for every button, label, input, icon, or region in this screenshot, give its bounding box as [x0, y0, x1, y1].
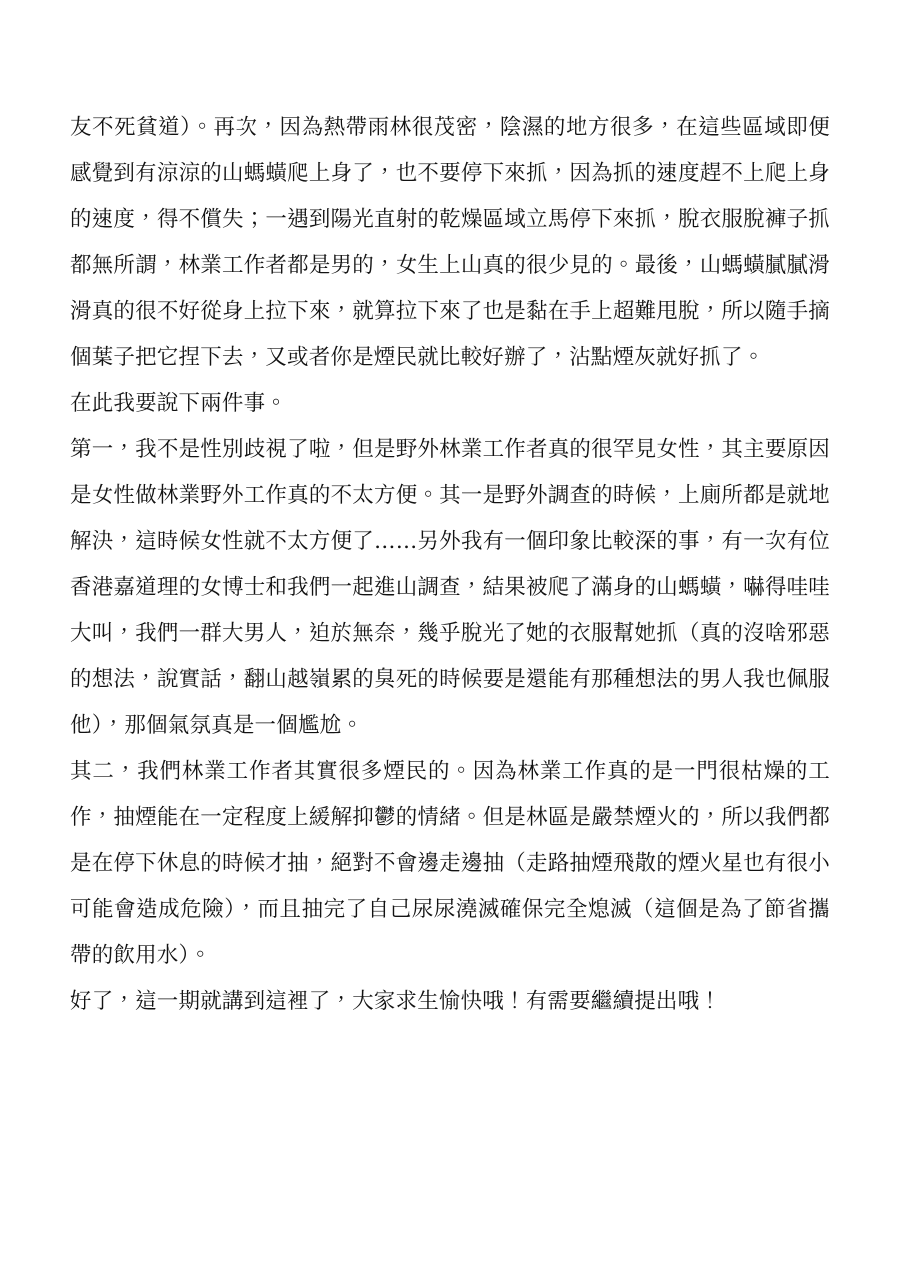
paragraph: 其二，我們林業工作者其實很多煙民的。因為林業工作真的是一門很枯燥的工作，抽煙能在一定程度上緩解抑鬱的情緒。但是林區是嚴禁煙火的，所以我們都是在停下休息的時候才抽，絕對不會邊走邊抽（走路抽煙飛散的煙火星也有很小可能會造成危險），而且抽完了自己尿尿澆滅確保完全熄滅（這個是為了節省攜帶的飲用水）。: [70, 759, 830, 968]
paragraph: 好了，這一期就講到這裡了，大家求生愉快哦！有需要繼續提出哦！: [70, 989, 722, 1014]
paragraph: 在此我要說下兩件事。: [70, 391, 288, 416]
paragraph: 第一，我不是性別歧視了啦，但是野外林業工作者真的很罕見女性，其主要原因是女性做林業野外工作真的不太方便。其一是野外調查的時候，上廁所都是就地解決，這時候女性就不太方便了……另外我有一個印象比較深的事，有一次有位香港嘉道理的女博士和我們一起進山調查，結果被爬了滿身的山螞蟥，嚇得哇哇大叫，我們一群大男人，迫於無奈，幾乎脫光了她的衣服幫她抓（真的沒啥邪惡的想法，說實話，翻山越嶺累的臭死的時候要是還能有那種想法的男人我也佩服他），那個氣氛真是一個尷尬。: [70, 437, 830, 738]
paragraph: 友不死貧道）。再次，因為熱帶雨林很茂密，陰濕的地方很多，在這些區域即便感覺到有涼涼的山螞蟥爬上身了，也不要停下來抓，因為抓的速度趕不上爬上身的速度，得不償失；一遇到陽光直射的乾燥區域立馬停下來抓，脫衣服脫褲子抓都無所謂，林業工作者都是男的，女生上山真的很少見的。最後，山螞蟥膩膩滑滑真的很不好從身上拉下來，就算拉下來了也是黏在手上超難甩脫，所以隨手摘個葉子把它捏下去，又或者你是煙民就比較好辦了，沾點煙灰就好抓了。: [70, 115, 830, 370]
document-body: [70, 105, 830, 1025]
